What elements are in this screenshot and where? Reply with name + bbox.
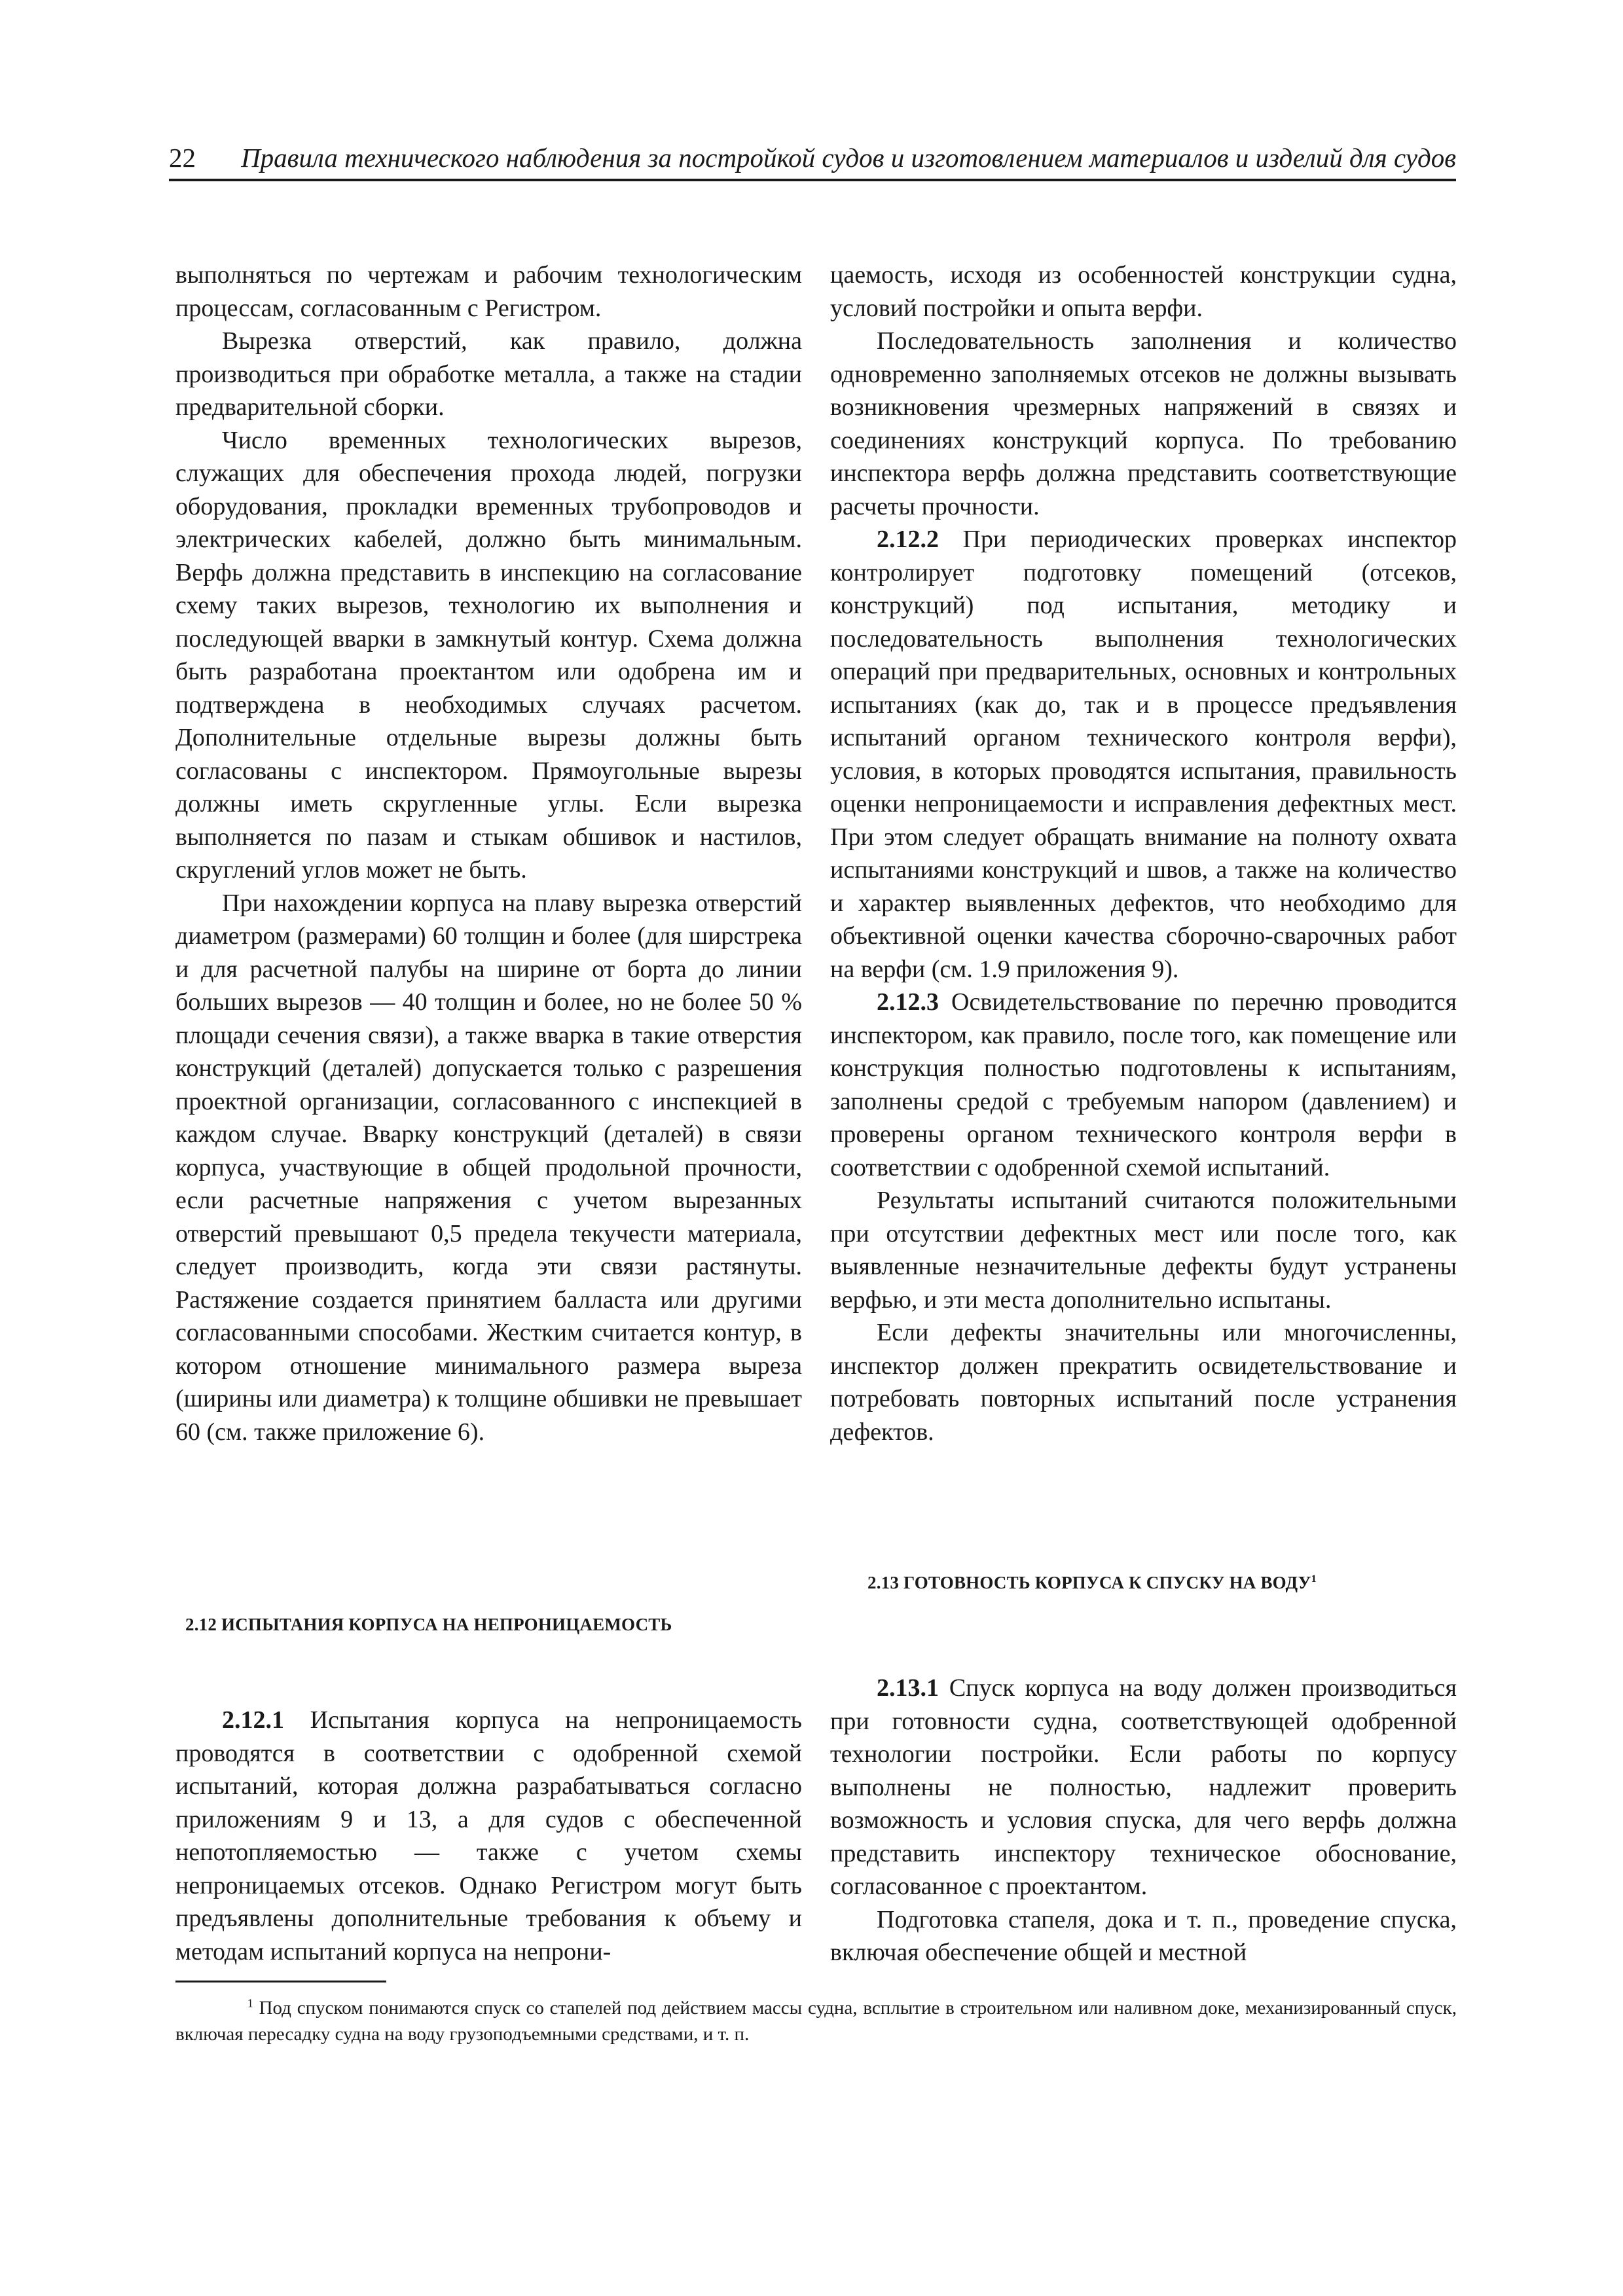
- clause-number: 2.12.2: [877, 526, 939, 553]
- paragraph: Последовательность заполнения и количество одновременно заполняемых отсеков не должны вызывать возникновения чрезмерных напряжений в связях и соединениях конструкций корпуса. По требованию инспектора верфь должна представить соответствующие расчеты прочности.: [830, 327, 1457, 520]
- paragraph-2-13-1: [830, 1672, 1457, 1903]
- paragraph: Вырезка отверстий, как правило, должна производиться при обработке металла, а также на стадии предварительной сборки.: [175, 327, 802, 421]
- clause-text: Испытания корпуса на непроницаемость проводятся в соответствии с одобренной схемой испытаний, которая должна разрабатываться согласно приложениям 9 и 13, а для судов с обеспеченной непотопляемостью — также с учетом схемы непроницаемых отсеков. Однако Регистром могут быть предъявлены дополнительные требования к объему и методам испытаний корпуса на непрони-: [175, 1706, 803, 1965]
- paragraph: Подготовка стапеля, дока и т. п., проведение спуска, включая обеспечение общей и местной: [830, 1905, 1457, 1966]
- footnote-text: Под спуском понимаются спуск со стапелей под действием массы судна, всплытие в строительном или наливном доке, механизированный спуск, включая пересадку судна на воду грузоподъемными средствами, и т. п.: [175, 1998, 1457, 2045]
- right-column-section-2-13: [830, 1672, 1457, 1969]
- paragraph: Если дефекты значительны или многочисленны, инспектор должен прекратить освидетельствование и потребовать повторных испытаний после устранения дефектов.: [830, 1319, 1457, 1446]
- running-title: Правила технического наблюдения за постройкой судов и изготовлением материалов и изделий для судов: [241, 143, 1456, 173]
- left-column-section-2-12: [175, 1704, 802, 1968]
- paragraph-2-12-1: [175, 1704, 802, 1968]
- page-header: [169, 141, 1456, 180]
- section-heading-2-13: [867, 1573, 1317, 1593]
- clause-number: 2.12.3: [877, 988, 939, 1016]
- paragraph: выполняться по чертежам и рабочим технологическим процессам, согласованным с Регистром.: [175, 261, 802, 322]
- clause-text: Освидетельствование по перечню проводится инспектором, как правило, после того, как помещение или конструкция полностью подготовлены к испытаниям, заполнены средой с требуемым напором (давлением) и проверены органом технического контроля верфи в соответствии с одобренной схемой испытаний.: [830, 988, 1457, 1181]
- header-rule: [169, 179, 1456, 181]
- clause-number: 2.13.1: [877, 1674, 939, 1702]
- section-heading-2-12: 2.12 ИСПЫТАНИЯ КОРПУСА НА НЕПРОНИЦАЕМОСТЬ: [185, 1615, 672, 1634]
- left-column: [175, 259, 802, 1448]
- paragraph: Результаты испытаний считаются положительными при отсутствии дефектных мест или после того, как выявленные незначительные дефекты будут устранены верфью, и эти места дополнительно испытаны.: [830, 1187, 1457, 1314]
- footnote: [175, 1995, 1457, 2047]
- page-number: 22: [169, 143, 196, 173]
- footnote-rule: [175, 1981, 386, 1982]
- paragraph-2-12-2: [830, 523, 1457, 986]
- paragraph: цаемость, исходя из особенностей конструкции судна, условий постройки и опыта верфи.: [830, 261, 1457, 322]
- clause-number: 2.12.1: [222, 1706, 284, 1734]
- paragraph: При нахождении корпуса на плаву вырезка отверстий диаметром (размерами) 60 толщин и более (для ширстрека и для расчетной палубы на ширине от борта до линии больших вырезов — 40 толщин и более, но не более 50 % площади сечения связи), а также вварка в такие отверстия конструкций (деталей) допускается только с разрешения проектной организации, согласованного с инспекцией в каждом случае. Вварку конструкций (деталей) в связи корпуса, участвующие в общей продольной прочности, если расчетные напряжения с учетом вырезанных отверстий превышают 0,5 предела текучести материала, следует производить, когда эти связи растянуты. Растяжение создается принятием балласта или другими согласованными способами. Жестким считается контур, в котором отношение минимального размера выреза (ширины или диаметра) к толщине обшивки не превышает 60 (см. также приложение 6).: [175, 889, 802, 1446]
- clause-text: При периодических проверках инспектор контролирует подготовку помещений (отсеков, конструкций) под испытания, методику и последовательность выполнения технологических операций при предварительных, основных и контрольных испытаниях (как до, так и в процессе предъявления испытаний органом технического контроля верфи), условия, в которых проводятся испытания, правильность оценки непроницаемости и исправления дефектных мест. При этом следует обращать внимание на полноту охвата испытаниями конструкций и швов, а также на количество и характер выявленных дефектов, что необходимо для объективной оценки качества сборочно-сварочных работ на верфи (см. 1.9 приложения 9).: [830, 526, 1457, 983]
- right-column: [830, 259, 1457, 1448]
- clause-text: Спуск корпуса на воду должен производиться при готовности судна, соответствующей одобренной технологии постройки. Если работы по корпусу выполнены не полностью, надлежит проверить возможность и условия спуска, для чего верфь должна представить инспектору техническое обоснование, согласованное с проектантом.: [830, 1674, 1457, 1900]
- footnote-marker: 1: [1311, 1573, 1317, 1585]
- paragraph: Число временных технологических вырезов, служащих для обеспечения прохода людей, погрузки оборудования, прокладки временных трубопроводов и электрических кабелей, должно быть минимальным. Верфь должна представить в инспекцию на согласование схему таких вырезов, технологию их выполнения и последующей вварки в замкнутый контур. Схема должна быть разработана проектантом или одобрена им и подтверждена в необходимых случаях расчетом. Дополнительные отдельные вырезы должны быть согласованы с инспектором. Прямоугольные вырезы должны иметь скругленные углы. Если вырезка выполняется по пазам и стыкам обшивок и настилов, скруглений углов может не быть.: [175, 426, 802, 884]
- paragraph-2-12-3: [830, 986, 1457, 1184]
- footnote-number: 1: [247, 1996, 253, 2010]
- section-heading-text: 2.13 ГОТОВНОСТЬ КОРПУСА К СПУСКУ НА ВОДУ: [867, 1573, 1311, 1592]
